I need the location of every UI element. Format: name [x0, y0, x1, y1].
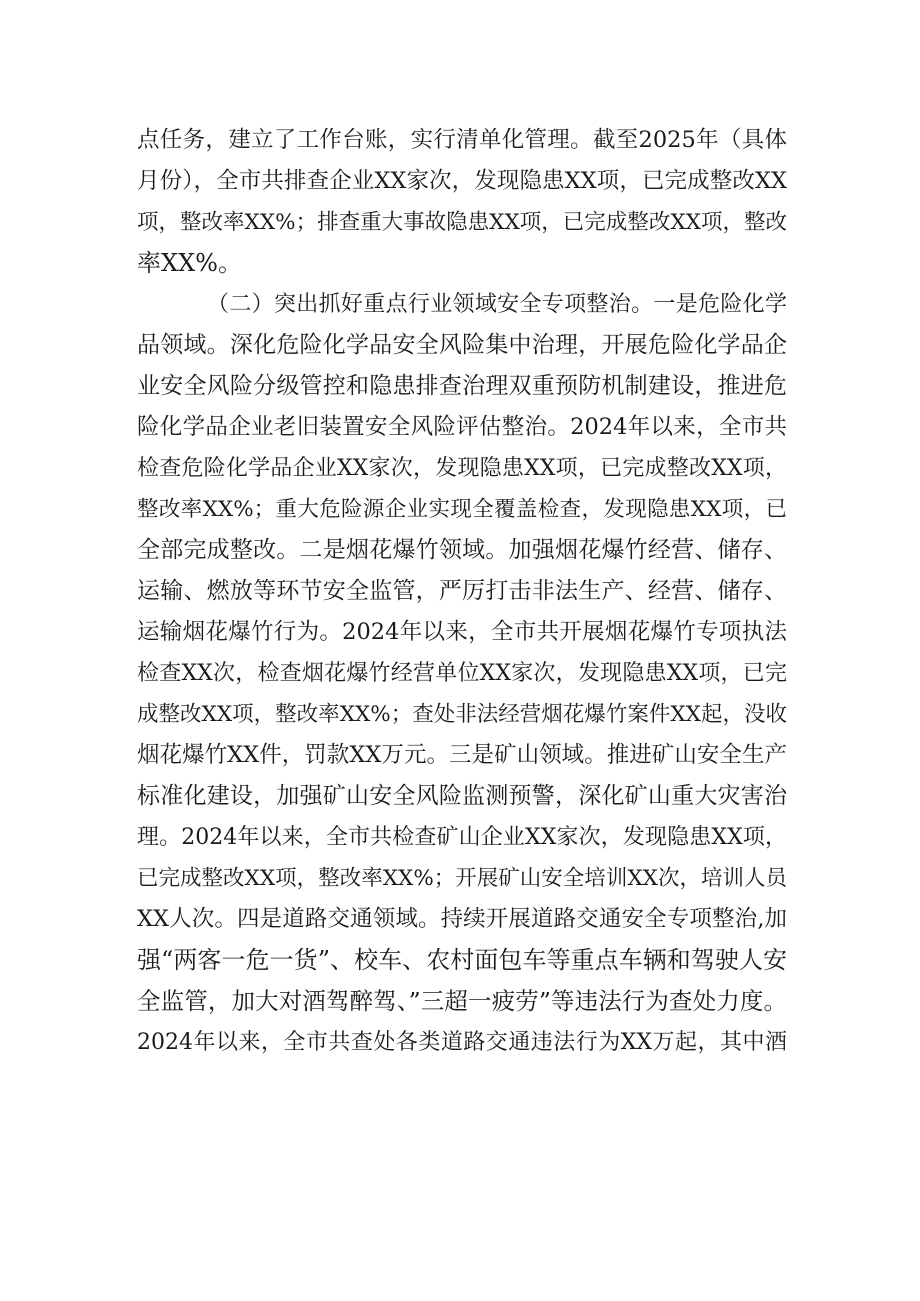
- text-line: 品领域。深化危险化学品安全风险集中治理，开展危险化学品企: [137, 332, 787, 358]
- text-line: 标准化建设，加强矿山安全风险监测预警，深化矿山重大灾害治: [137, 783, 787, 809]
- text-line: 理。2024年以来，全市共检查矿山企业XX家次，发现隐患XX项，: [137, 825, 787, 850]
- text-line: 成整改XX项，整改率XX%；查处非法经营烟花爆竹案件XX起，没收: [137, 702, 787, 727]
- body-text: [137, 120, 787, 1063]
- text-line: 全部完成整改。二是烟花爆竹领域。加强烟花爆竹经营、储存、: [137, 537, 787, 563]
- text-line: 整改率XX%；重大危险源企业实现全覆盖检查，发现隐患XX项，已: [137, 497, 787, 522]
- text-line: 率XX%。: [137, 249, 242, 277]
- text-line: 2024年以来，全市共查处各类道路交通违法行为XX万起，其中酒: [137, 1030, 787, 1055]
- text-line: 强“两客一危一货”、校车、农村面包车等重点车辆和驾驶人安: [137, 946, 787, 974]
- text-line: 烟花爆竹XX件，罚款XX万元。三是矿山领域。推进矿山安全生产: [137, 742, 787, 768]
- text-line: 项，整改率XX%；排查重大事故隐患XX项，已完成整改XX项，整改: [137, 210, 787, 235]
- text-line: 运输烟花爆竹行为。2024年以来，全市共开展烟花爆竹专项执法: [137, 619, 787, 645]
- text-line: XX人次。四是道路交通领域。持续开展道路交通安全专项整治,加: [137, 906, 787, 932]
- paragraph-first-line: （二）突出抓好重点行业领域安全专项整治。一是危险化学: [207, 292, 787, 317]
- text-line: 业安全风险分级管控和隐患排查治理双重预防机制建设，推进危: [137, 373, 787, 399]
- text-line: 运输、燃放等环节安全监管，严厉打击非法生产、经营、储存、: [137, 578, 787, 604]
- text-line: 险化学品企业老旧装置安全风险评估整治。2024年以来，全市共: [137, 414, 787, 440]
- text-line: 全监管，加大对酒驾醉驾、”三超一疲劳”等违法行为查处力度。: [137, 987, 787, 1015]
- text-line: 月份），全市共排查企业XX家次，发现隐患XX项，已完成整改XX: [137, 168, 787, 194]
- text-line: 点任务，建立了工作台账，实行清单化管理。截至2025年（具体: [137, 127, 787, 153]
- text-line: 检查XX次，检查烟花爆竹经营单位XX家次，发现隐患XX项，已完: [137, 661, 787, 686]
- text-line: 已完成整改XX项，整改率XX%；开展矿山安全培训XX次，培训人员: [137, 866, 787, 891]
- text-line: 检查危险化学品企业XX家次，发现隐患XX项，已完成整改XX项，: [137, 456, 787, 481]
